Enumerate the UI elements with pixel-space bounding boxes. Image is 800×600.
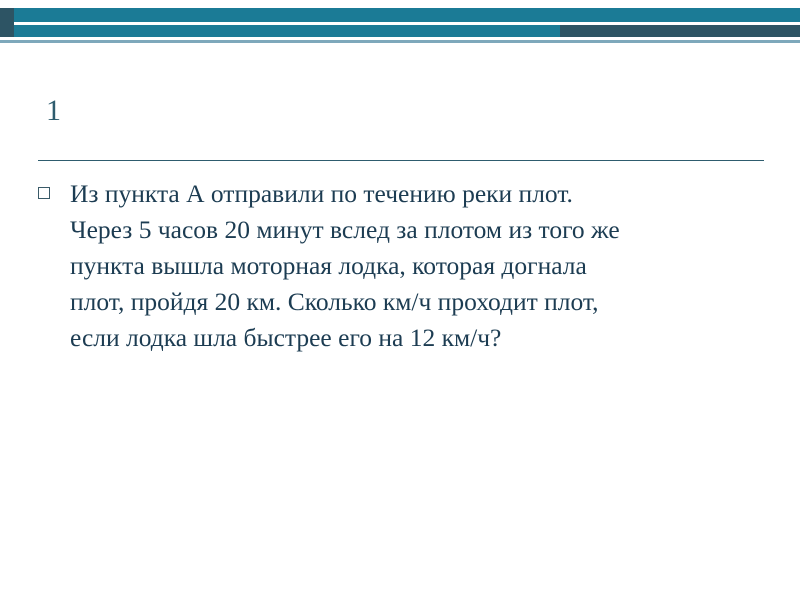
header-bar-accent-right: [560, 25, 800, 37]
title-divider: [38, 160, 764, 161]
header-bar-primary: [0, 8, 800, 22]
decorative-header-band: [0, 0, 800, 56]
square-bullet-icon: [38, 187, 50, 199]
slide-title: 1: [46, 94, 61, 127]
bullet-list-item: [38, 176, 764, 356]
header-bar-underline: [0, 40, 800, 43]
header-bar-accent-left: [0, 8, 14, 37]
bullet-text: Из пункта А отправили по течению реки плот. Через 5 часов 20 минут вслед за плотом из того же пункта вышла моторная лодка, которая догнала плот, пройдя 20 км. Сколько км/ч проходит плот, если лодка шла быстрее его на 12 км/ч?: [70, 179, 620, 352]
